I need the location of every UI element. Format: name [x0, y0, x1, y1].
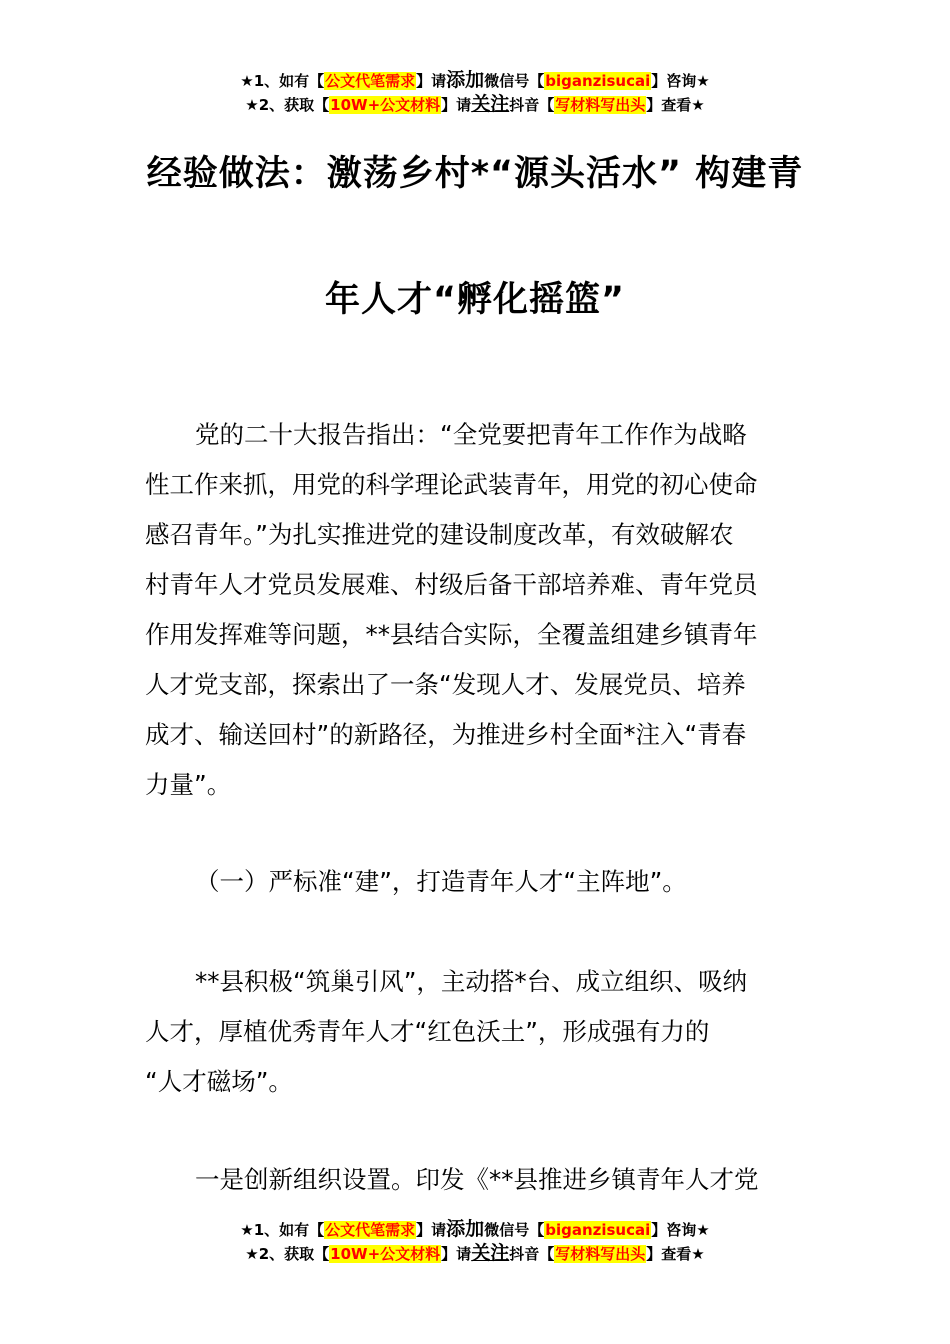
star-icon: ★: [240, 1221, 254, 1239]
paragraph-intro: [145, 410, 810, 810]
banner-emphasis: 关注: [471, 1242, 510, 1264]
star-icon: ★: [691, 1245, 705, 1263]
star-icon: ★: [245, 1245, 259, 1263]
section-heading: [145, 857, 810, 907]
banner-line-1: [0, 1217, 950, 1241]
banner-text: 微信号【: [484, 72, 545, 90]
banner-line-2: [0, 92, 950, 116]
banner-text: 】请: [416, 72, 447, 90]
star-icon: ★: [240, 72, 254, 90]
banner-emphasis: 关注: [471, 93, 510, 115]
star-icon: ★: [696, 1221, 710, 1239]
text-line: 成才、输送回村”的新路径，为推进乡村全面*注入“青春: [145, 720, 747, 749]
banner-text: 】请: [441, 1245, 472, 1263]
header-banner: [0, 68, 950, 116]
star-icon: ★: [691, 96, 705, 114]
highlight-service: 公文代笔需求: [325, 1221, 416, 1239]
text-line: （一）严标准“建”，打造青年人才“主阵地”。: [195, 867, 687, 896]
paragraph-section-body: [145, 957, 810, 1107]
highlight-wechat-id: biganzisucai: [545, 72, 651, 90]
highlight-douyin-id: 写材料写出头: [555, 96, 646, 114]
highlight-materials: 10W+公文材料: [330, 96, 441, 114]
banner-text: 2、获取【: [258, 1245, 330, 1263]
banner-text: 2、获取【: [258, 96, 330, 114]
document-title-line-1: 经验做法：激荡乡村*“源头活水” 构建青: [146, 154, 804, 194]
banner-emphasis: 添加: [446, 69, 485, 91]
text-line: 力量”。: [145, 770, 232, 799]
text-line: 作用发挥难等问题，**县结合实际，全覆盖组建乡镇青年: [145, 620, 758, 649]
star-icon: ★: [245, 96, 259, 114]
text-line: 感召青年。”为扎实推进党的建设制度改革，有效破解农: [145, 520, 734, 549]
banner-line-2: [0, 1241, 950, 1265]
banner-emphasis: 添加: [446, 1218, 485, 1240]
text-line: **县积极“筑巢引风”，主动搭*台、成立组织、吸纳: [195, 967, 748, 996]
banner-text: 】咨询: [651, 72, 697, 90]
text-line: 村青年人才党员发展难、村级后备干部培养难、青年党员: [145, 570, 758, 599]
banner-text: 1、如有【: [253, 72, 325, 90]
text-line: 党的二十大报告指出：“全党要把青年工作作为战略: [195, 420, 747, 449]
banner-text: 】查看: [646, 1245, 692, 1263]
banner-text: 抖音【: [509, 96, 555, 114]
text-line: 人才党支部，探索出了一条“发现人才、发展党员、培养: [145, 670, 746, 699]
banner-text: 抖音【: [509, 1245, 555, 1263]
highlight-wechat-id: biganzisucai: [545, 1221, 651, 1239]
text-line: 人才，厚植优秀青年人才“红色沃土”，形成强有力的: [145, 1017, 710, 1046]
highlight-materials: 10W+公文材料: [330, 1245, 441, 1263]
text-line: 一是创新组织设置。印发《**县推进乡镇青年人才党: [195, 1165, 759, 1194]
banner-text: 】咨询: [651, 1221, 697, 1239]
banner-line-1: [0, 68, 950, 92]
banner-text: 1、如有【: [253, 1221, 325, 1239]
banner-text: 微信号【: [484, 1221, 545, 1239]
highlight-douyin-id: 写材料写出头: [555, 1245, 646, 1263]
paragraph-point-one: [145, 1155, 810, 1205]
text-line: “人才磁场”。: [145, 1067, 293, 1096]
banner-text: 】请: [416, 1221, 447, 1239]
banner-text: 】请: [441, 96, 472, 114]
star-icon: ★: [696, 72, 710, 90]
footer-banner: [0, 1217, 950, 1265]
document-title-line-2: 年人才“孵化摇篮”: [324, 280, 625, 320]
banner-text: 】查看: [646, 96, 692, 114]
text-line: 性工作来抓，用党的科学理论武装青年，用党的初心使命: [145, 470, 758, 499]
highlight-service: 公文代笔需求: [325, 72, 416, 90]
